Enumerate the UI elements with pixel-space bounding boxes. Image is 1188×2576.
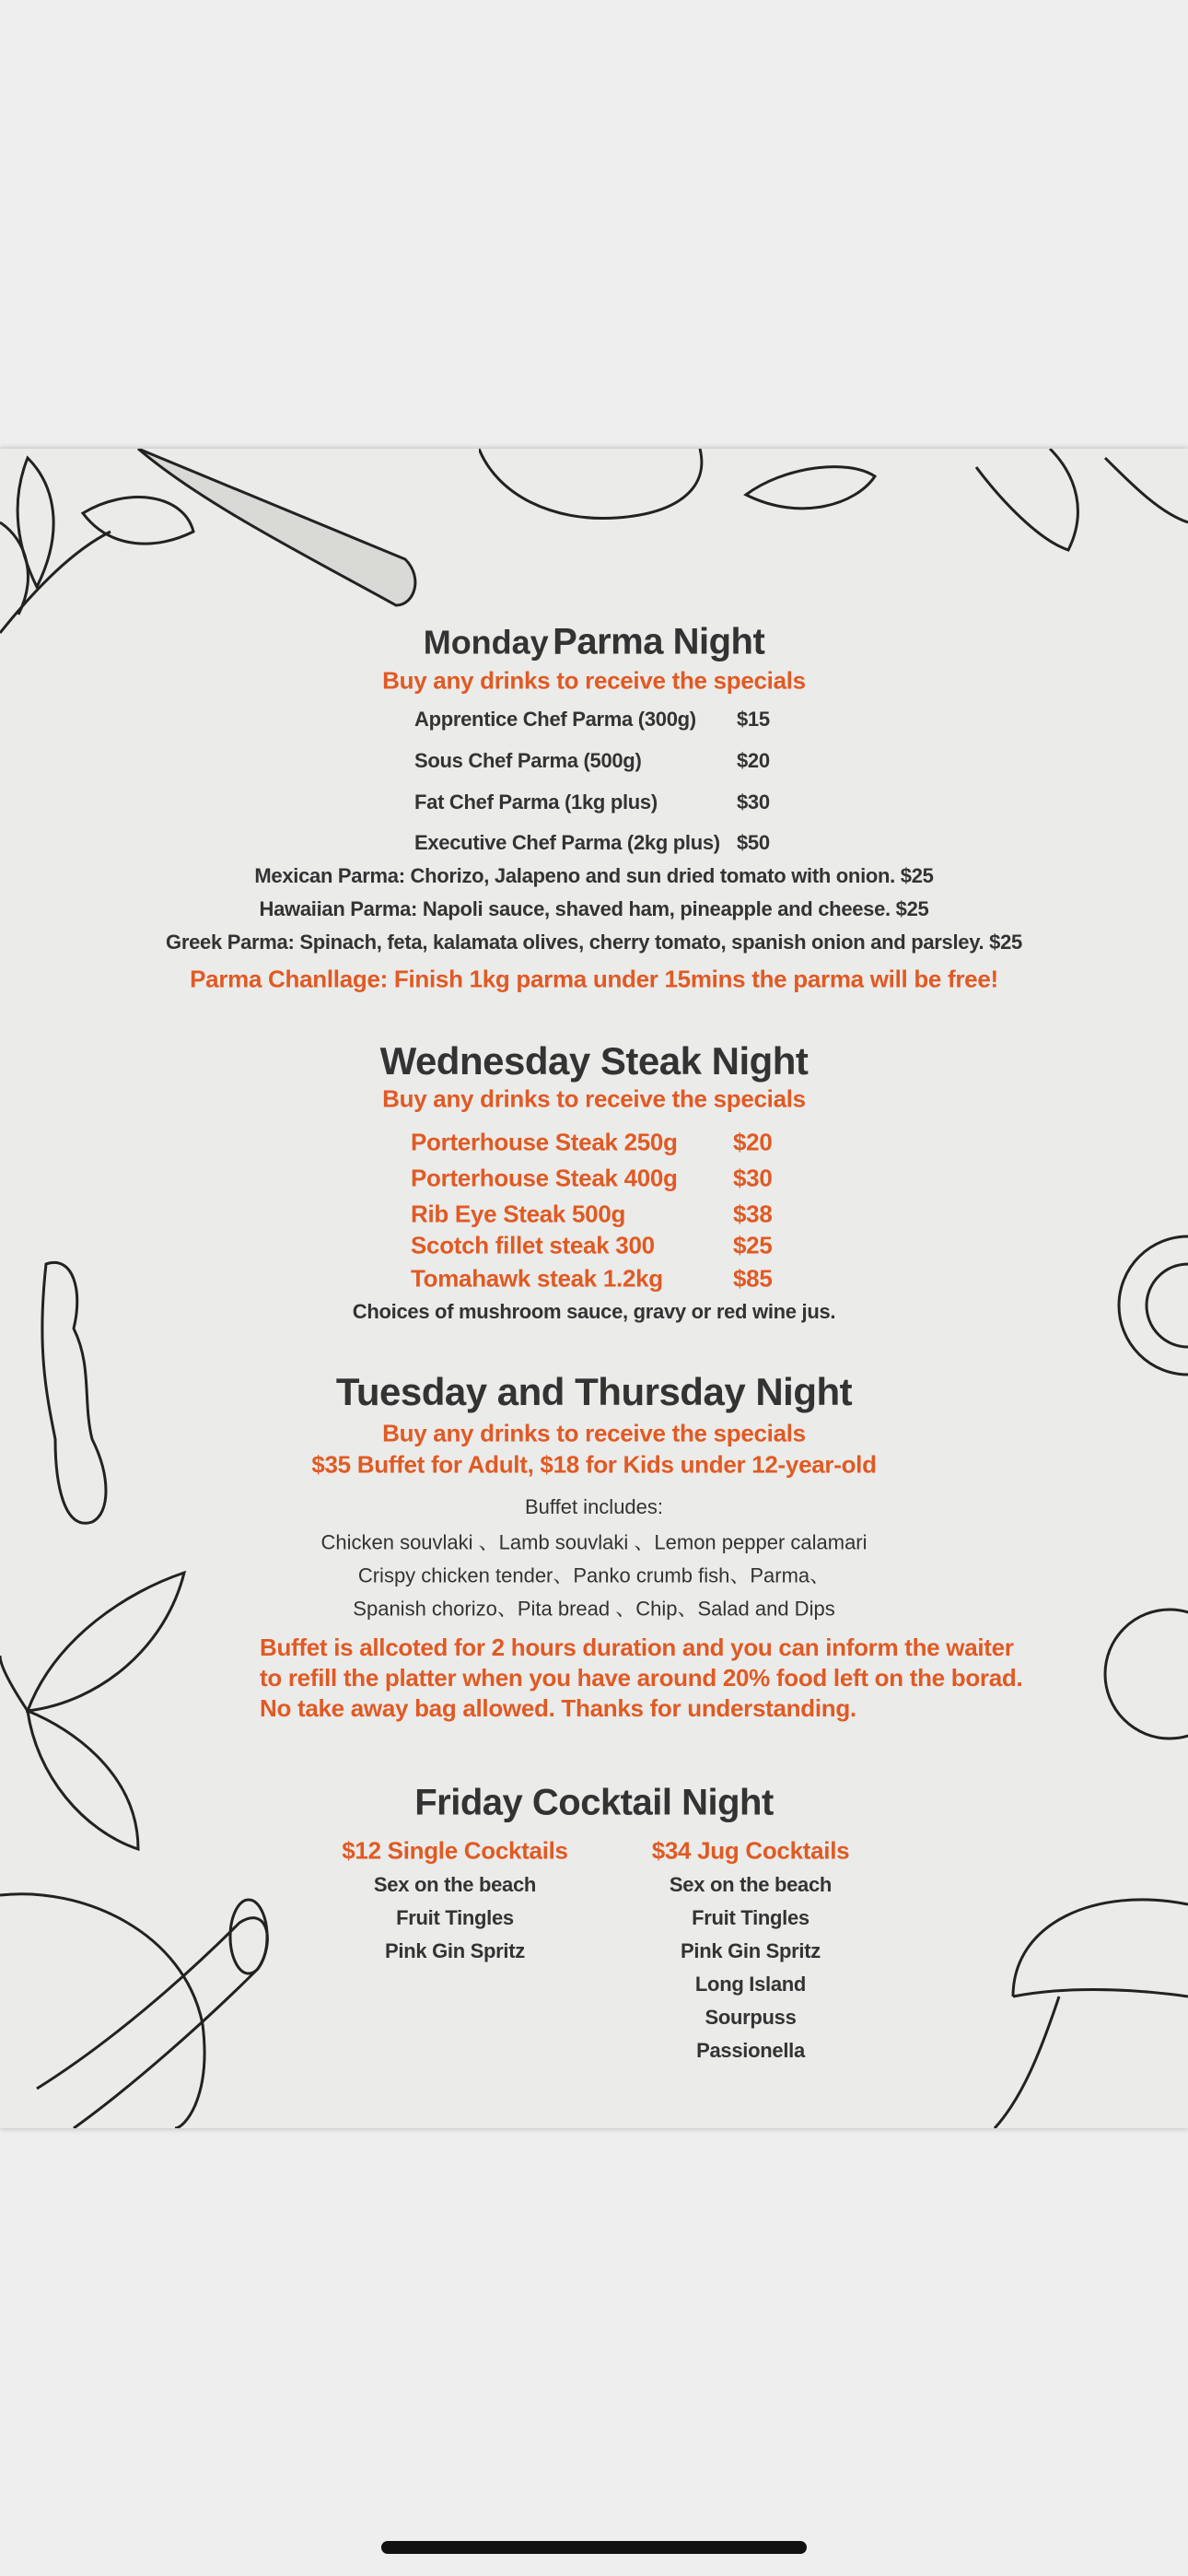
tuethu-title: Tuesday and Thursday Night [335,1370,853,1413]
menu-item-price: $30 [737,790,770,814]
terms-line: to refill the platter when you have around 20% food left on the borad. [260,1664,1023,1692]
steak-name: Rib Eye Steak 500g [411,1200,626,1228]
sauce-note: Choices of mushroom sauce, gravy or red wine jus. [352,1300,836,1323]
special-parma: Hawaiian Parma: Napoli sauce, shaved ham, pineapple and cheese. $25 [259,897,929,920]
special-parma: Mexican Parma: Chorizo, Jalapeno and sun dried tomato with onion. $25 [254,864,934,887]
menu-item-name: Fat Chef Parma (1kg plus) [414,790,658,814]
cocktail-item: Passionella [696,2039,805,2062]
monday-day: Monday [423,623,549,662]
wednesday-subtitle: Buy any drinks to receive the specials [382,1084,806,1113]
tuethu-subtitle: Buy any drinks to receive the specials [382,1419,806,1447]
menu-item-name: Apprentice Chef Parma (300g) [414,708,696,731]
wednesday-title: Wednesday Steak Night [379,1039,809,1083]
steak-price: $38 [733,1200,773,1228]
steak-name: Porterhouse Steak 250g [411,1128,678,1156]
steak-price: $20 [733,1128,773,1156]
cocktail-item: Pink Gin Spritz [385,1939,525,1962]
steak-price: $25 [733,1231,773,1259]
herb-illustration-icon [967,449,1188,559]
parma-challenge: Parma Chanllage: Finish 1kg parma under 15mins the parma will be free! [190,965,998,993]
monday-heading [0,622,1188,663]
cocktail-item: Fruit Tingles [692,1906,809,1929]
jug-cocktails-heading: $34 Jug Cocktails [651,1836,850,1865]
menu-page [0,449,1188,2128]
single-cocktails-heading: $12 Single Cocktails [342,1836,568,1865]
mushroom-illustration-icon [479,449,884,550]
steak-price: $85 [733,1264,773,1293]
buffet-terms [260,1633,1022,1724]
buffet-item-line: Crispy chicken tender、Panko crumb fish、Parma、 [357,1563,831,1587]
knife-illustration-icon [129,449,433,615]
steak-price: $30 [733,1164,773,1192]
menu-item-price: $15 [737,708,770,731]
menu-item-name: Executive Chef Parma (2kg plus) [414,831,720,854]
friday-title: Friday Cocktail Night [414,1782,774,1823]
cocktail-item: Sex on the beach [373,1873,537,1896]
mushroom-illustration-icon-2 [985,1886,1188,2128]
cocktail-item: Long Island [694,1973,807,1996]
cocktail-item: Sourpuss [705,2006,797,2029]
cocktail-item: Fruit Tingles [396,1906,514,1929]
home-indicator[interactable] [381,2541,807,2554]
buffet-item-line: Chicken souvlaki 、Lamb souvlaki 、Lemon pepper calamari [320,1530,868,1554]
menu-item-price: $20 [737,749,770,772]
steak-name: Porterhouse Steak 400g [411,1164,678,1192]
steak-name: Tomahawk steak 1.2kg [411,1264,663,1293]
monday-title: Parma Night [553,621,765,662]
mortar-pestle-illustration-icon [0,1868,285,2128]
steak-name: Scotch fillet steak 300 [411,1231,655,1259]
terms-line: No take away bag allowed. Thanks for understanding. [260,1694,856,1722]
monday-subtitle: Buy any drinks to receive the specials [382,666,806,695]
cocktail-item: Sex on the beach [669,1873,833,1896]
buffet-price: $35 Buffet for Adult, $18 for Kids under 12-year-old [311,1450,877,1479]
buffet-includes-label: Buffet includes: [524,1495,664,1518]
cocktail-item: Pink Gin Spritz [681,1939,821,1962]
special-parma: Greek Parma: Spinach, feta, kalamata olives, cherry tomato, spanish onion and parsley. $25 [166,931,1022,954]
buffet-item-line: Spanish chorizo、Pita bread 、Chip、Salad and Dips [353,1597,835,1621]
menu-item-price: $50 [737,831,770,854]
terms-line: Buffet is allcoted for 2 hours duration and you can inform the waiter [260,1633,1014,1661]
menu-item-name: Sous Chef Parma (500g) [414,749,642,772]
